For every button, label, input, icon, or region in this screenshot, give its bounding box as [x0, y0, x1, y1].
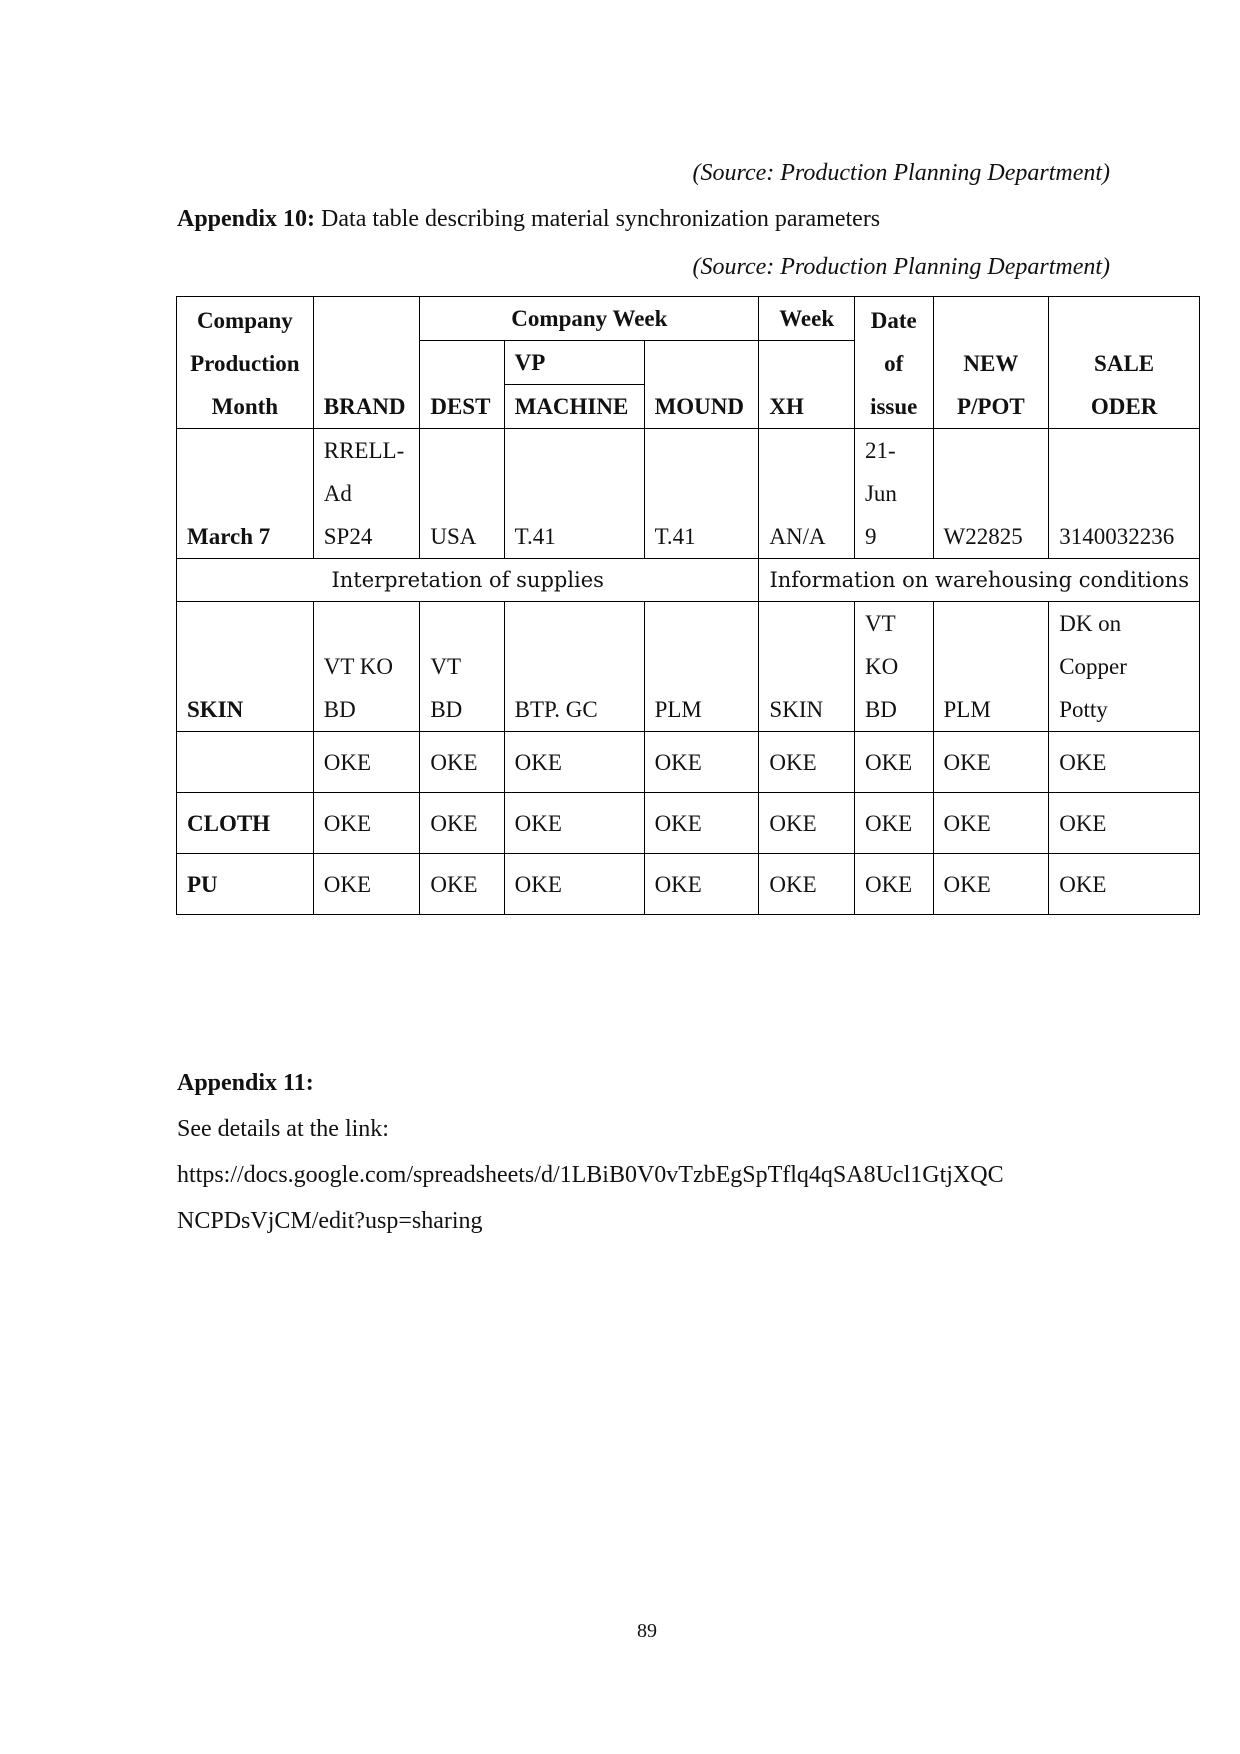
header-xh: XH — [759, 341, 855, 429]
cell-status: OKE — [504, 854, 644, 915]
cell-status: OKE — [420, 732, 504, 793]
appendix-10-text: Data table describing material synchronization parameters — [315, 206, 881, 232]
table-section-row — [177, 559, 1200, 602]
cell-status: OKE — [933, 793, 1049, 854]
table-row — [177, 732, 1200, 793]
cell-status: OKE — [644, 854, 759, 915]
cell-material-label — [177, 732, 314, 793]
cell-status: OKE — [759, 854, 855, 915]
cell-status: OKE — [1049, 793, 1200, 854]
cell-status: OKE — [504, 732, 644, 793]
cell-status: OKE — [644, 793, 759, 854]
header-date-of-issue: Date of issue — [854, 297, 933, 429]
cell-skin-8: DK on Copper Potty — [1049, 602, 1200, 732]
cell-machine: T.41 — [504, 429, 644, 559]
appendix-10-caption — [177, 204, 880, 234]
cell-material-label: SKIN — [177, 602, 314, 732]
table-row — [177, 602, 1200, 732]
cell-skin-7: PLM — [933, 602, 1049, 732]
header-company-production-month: Company Production Month — [177, 297, 314, 429]
cell-date: 21- Jun 9 — [854, 429, 933, 559]
cell-status: OKE — [313, 854, 420, 915]
header-vp: VP — [504, 341, 644, 385]
cell-dest: USA — [420, 429, 504, 559]
cell-status: OKE — [933, 732, 1049, 793]
cell-status: OKE — [854, 854, 933, 915]
cell-skin-3: BTP. GC — [504, 602, 644, 732]
table-header-row — [177, 297, 1200, 341]
header-sale-oder: SALE ODER — [1049, 297, 1200, 429]
appendix-10-label: Appendix 10: — [177, 206, 316, 232]
cell-sale-oder: 3140032236 — [1049, 429, 1200, 559]
header-mound: MOUND — [644, 341, 759, 429]
table-row — [177, 429, 1200, 559]
page-number: 89 — [637, 1620, 657, 1642]
cell-status: OKE — [854, 732, 933, 793]
cell-status: OKE — [1049, 854, 1200, 915]
header-brand: BRAND — [313, 297, 420, 429]
cell-status: OKE — [759, 732, 855, 793]
cell-brand: RRELL- Ad SP24 — [313, 429, 420, 559]
cell-mound: T.41 — [644, 429, 759, 559]
cell-status: OKE — [854, 793, 933, 854]
cell-status: OKE — [420, 793, 504, 854]
cell-skin-2: VT BD — [420, 602, 504, 732]
cell-material-label: PU — [177, 854, 314, 915]
spreadsheet-link-line-1[interactable]: https://docs.google.com/spreadsheets/d/1LBiB0V0vTzbEgSpTflq4qSA8Ucl1GtjXQC — [177, 1162, 1004, 1188]
cell-status: OKE — [933, 854, 1049, 915]
cell-status: OKE — [420, 854, 504, 915]
cell-status: OKE — [759, 793, 855, 854]
cell-status: OKE — [313, 732, 420, 793]
header-company-week: Company Week — [420, 297, 759, 341]
header-machine: MACHINE — [504, 385, 644, 429]
table-row — [177, 793, 1200, 854]
source-note-top: (Source: Production Planning Department) — [692, 160, 1110, 186]
cell-status: OKE — [504, 793, 644, 854]
cell-month: March 7 — [177, 429, 314, 559]
cell-xh: AN/A — [759, 429, 855, 559]
header-dest: DEST — [420, 341, 504, 429]
appendix-11-heading: Appendix 11: — [177, 1070, 314, 1096]
source-note-appendix-10: (Source: Production Planning Department) — [692, 254, 1110, 280]
cell-status: OKE — [313, 793, 420, 854]
cell-skin-6: VT KO BD — [854, 602, 933, 732]
cell-skin-5: SKIN — [759, 602, 855, 732]
section-interpretation-of-supplies: Interpretation of supplies — [177, 559, 759, 602]
header-week: Week — [759, 297, 855, 341]
header-new-pot: NEW P/POT — [933, 297, 1049, 429]
appendix-11-see-details: See details at the link: — [177, 1116, 389, 1142]
cell-new-pot: W22825 — [933, 429, 1049, 559]
spreadsheet-link-line-2[interactable]: NCPDsVjCM/edit?usp=sharing — [177, 1208, 483, 1234]
cell-skin-4: PLM — [644, 602, 759, 732]
cell-status: OKE — [1049, 732, 1200, 793]
cell-status: OKE — [644, 732, 759, 793]
section-warehousing-conditions: Information on warehousing conditions — [759, 559, 1200, 602]
table-row — [177, 854, 1200, 915]
cell-material-label: CLOTH — [177, 793, 314, 854]
material-sync-table — [176, 296, 1200, 915]
cell-skin-1: VT KO BD — [313, 602, 420, 732]
